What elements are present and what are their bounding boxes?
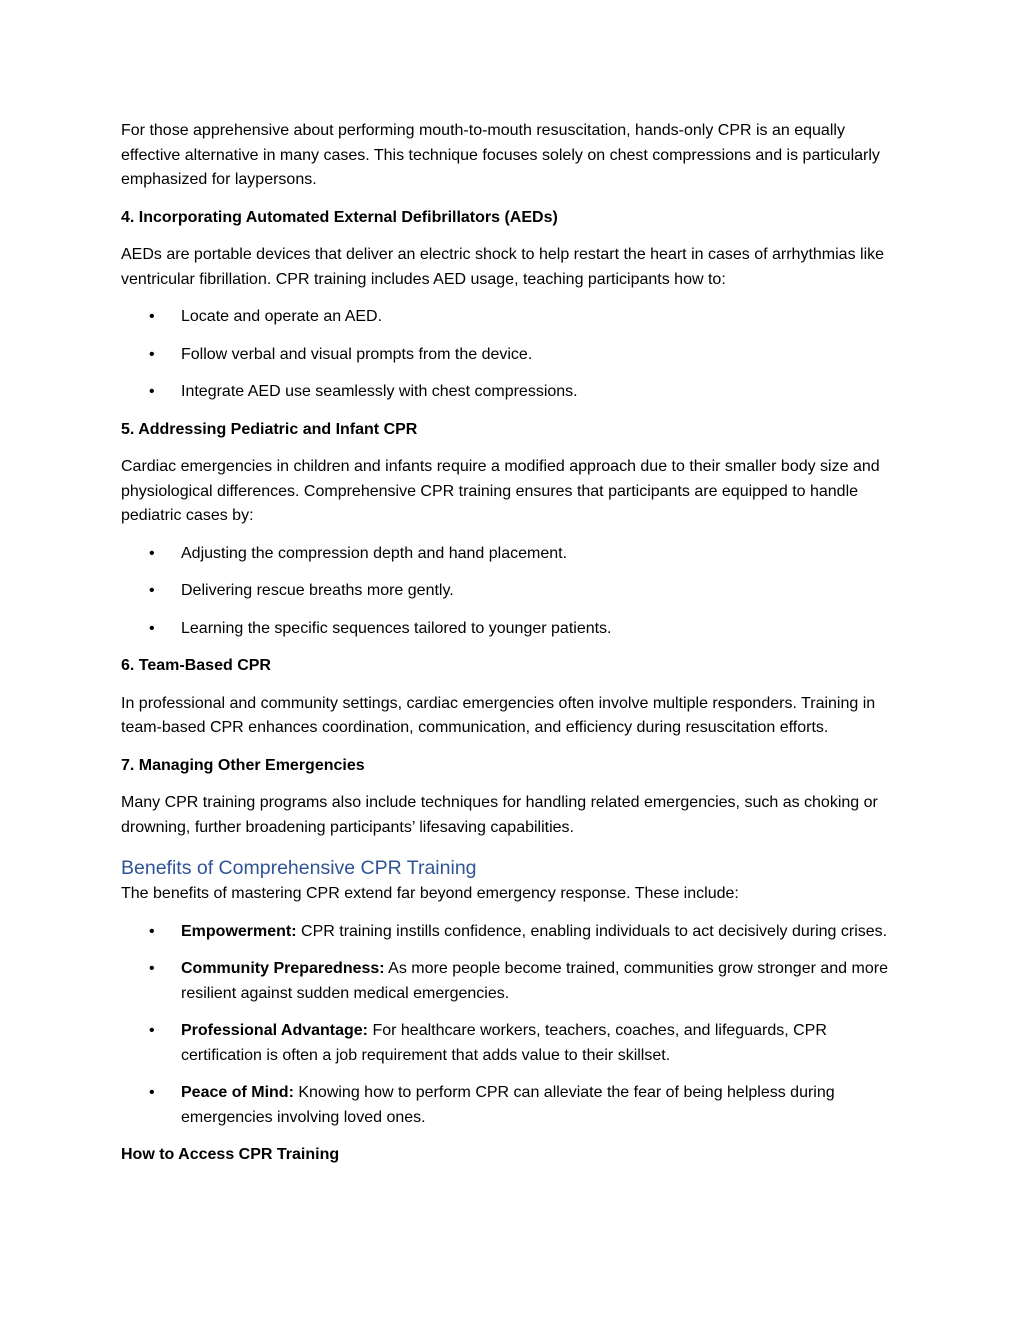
document-page — [121, 119, 901, 1181]
benefit-term: Peace of Mind: — [181, 1084, 294, 1101]
benefit-text: As more people become trained, communities grow stronger and more resilient against sudden medical emergencies. — [181, 960, 888, 1002]
bullet-icon: • — [149, 1084, 155, 1101]
bullet-icon: • — [149, 308, 155, 325]
list-item — [121, 957, 901, 1006]
benefits-list — [121, 920, 901, 1131]
section-4-list — [121, 305, 901, 405]
intro-paragraph: For those apprehensive about performing mouth-to-mouth resuscitation, hands-only CPR is an equally effective alternative in many cases. This technique focuses solely on chest compressions and is particularly emphasized for laypersons. — [121, 122, 880, 188]
benefit-text: CPR training instills confidence, enabling individuals to act decisively during crises. — [296, 922, 888, 940]
bullet-icon: • — [149, 619, 155, 637]
section-6-paragraph: In professional and community settings, cardiac emergencies often involve multiple responders. Training in team-based CPR enhances coordination, communication, and efficiency during resuscitation efforts. — [121, 694, 876, 736]
list-item: • Learning the specific sequences tailored to younger patients. — [121, 617, 901, 642]
bullet-icon: • — [149, 345, 155, 363]
list-item: • Delivering rescue breaths more gently. — [121, 579, 901, 604]
bullet-icon: • — [149, 383, 155, 400]
bullet-icon: • — [149, 1022, 155, 1039]
section-5-list — [121, 542, 901, 642]
list-item: • Adjusting the compression depth and hand placement. — [121, 542, 901, 567]
list-item: • Follow verbal and visual prompts from the device. — [121, 343, 901, 368]
section-6-heading: 6. Team-Based CPR — [121, 657, 271, 674]
list-item — [121, 1019, 901, 1068]
benefit-term: Community Preparedness: — [181, 960, 385, 977]
benefit-term: Professional Advantage: — [181, 1022, 369, 1039]
bullet-icon: • — [149, 582, 155, 599]
bullet-icon: • — [149, 960, 155, 977]
section-4-paragraph: AEDs are portable devices that deliver an electric shock to help restart the heart in cases of arrhythmias like ventricular fibrillation. CPR training includes AED usage, teaching participants how to: — [121, 246, 885, 288]
section-7-heading: 7. Managing Other Emergencies — [121, 756, 365, 774]
section-5-paragraph: Cardiac emergencies in children and infants require a modified approach due to their smaller body size and physiological differences. Comprehensive CPR training ensures that participants are equipped to handle pediatric cases by: — [121, 458, 880, 524]
section-5-heading: 5. Addressing Pediatric and Infant CPR — [121, 420, 418, 438]
benefits-section-title: Benefits of Comprehensive CPR Training — [121, 857, 477, 879]
benefit-text: For healthcare workers, teachers, coaches, and lifeguards, CPR certification is often a job requirement that adds value to their skillset. — [181, 1022, 827, 1064]
benefits-intro: The benefits of mastering CPR extend far beyond emergency response. These include: — [121, 885, 739, 902]
benefit-text: Knowing how to perform CPR can alleviate the fear of being helpless during emergencies involving loved ones. — [181, 1084, 835, 1126]
benefit-term: Empowerment: — [181, 922, 297, 940]
section-7-paragraph: Many CPR training programs also include techniques for handling related emergencies, such as choking or drowning, further broadening participants’ lifesaving capabilities. — [121, 794, 878, 836]
bullet-icon: • — [149, 544, 155, 562]
section-4-heading: 4. Incorporating Automated External Defibrillators (AEDs) — [121, 208, 558, 226]
bullet-icon: • — [149, 922, 155, 940]
list-item — [121, 1081, 901, 1130]
access-heading: How to Access CPR Training — [121, 1146, 340, 1163]
list-item: • Locate and operate an AED. — [121, 305, 901, 330]
list-item — [121, 920, 901, 945]
list-item: • Integrate AED use seamlessly with chest compressions. — [121, 380, 901, 405]
